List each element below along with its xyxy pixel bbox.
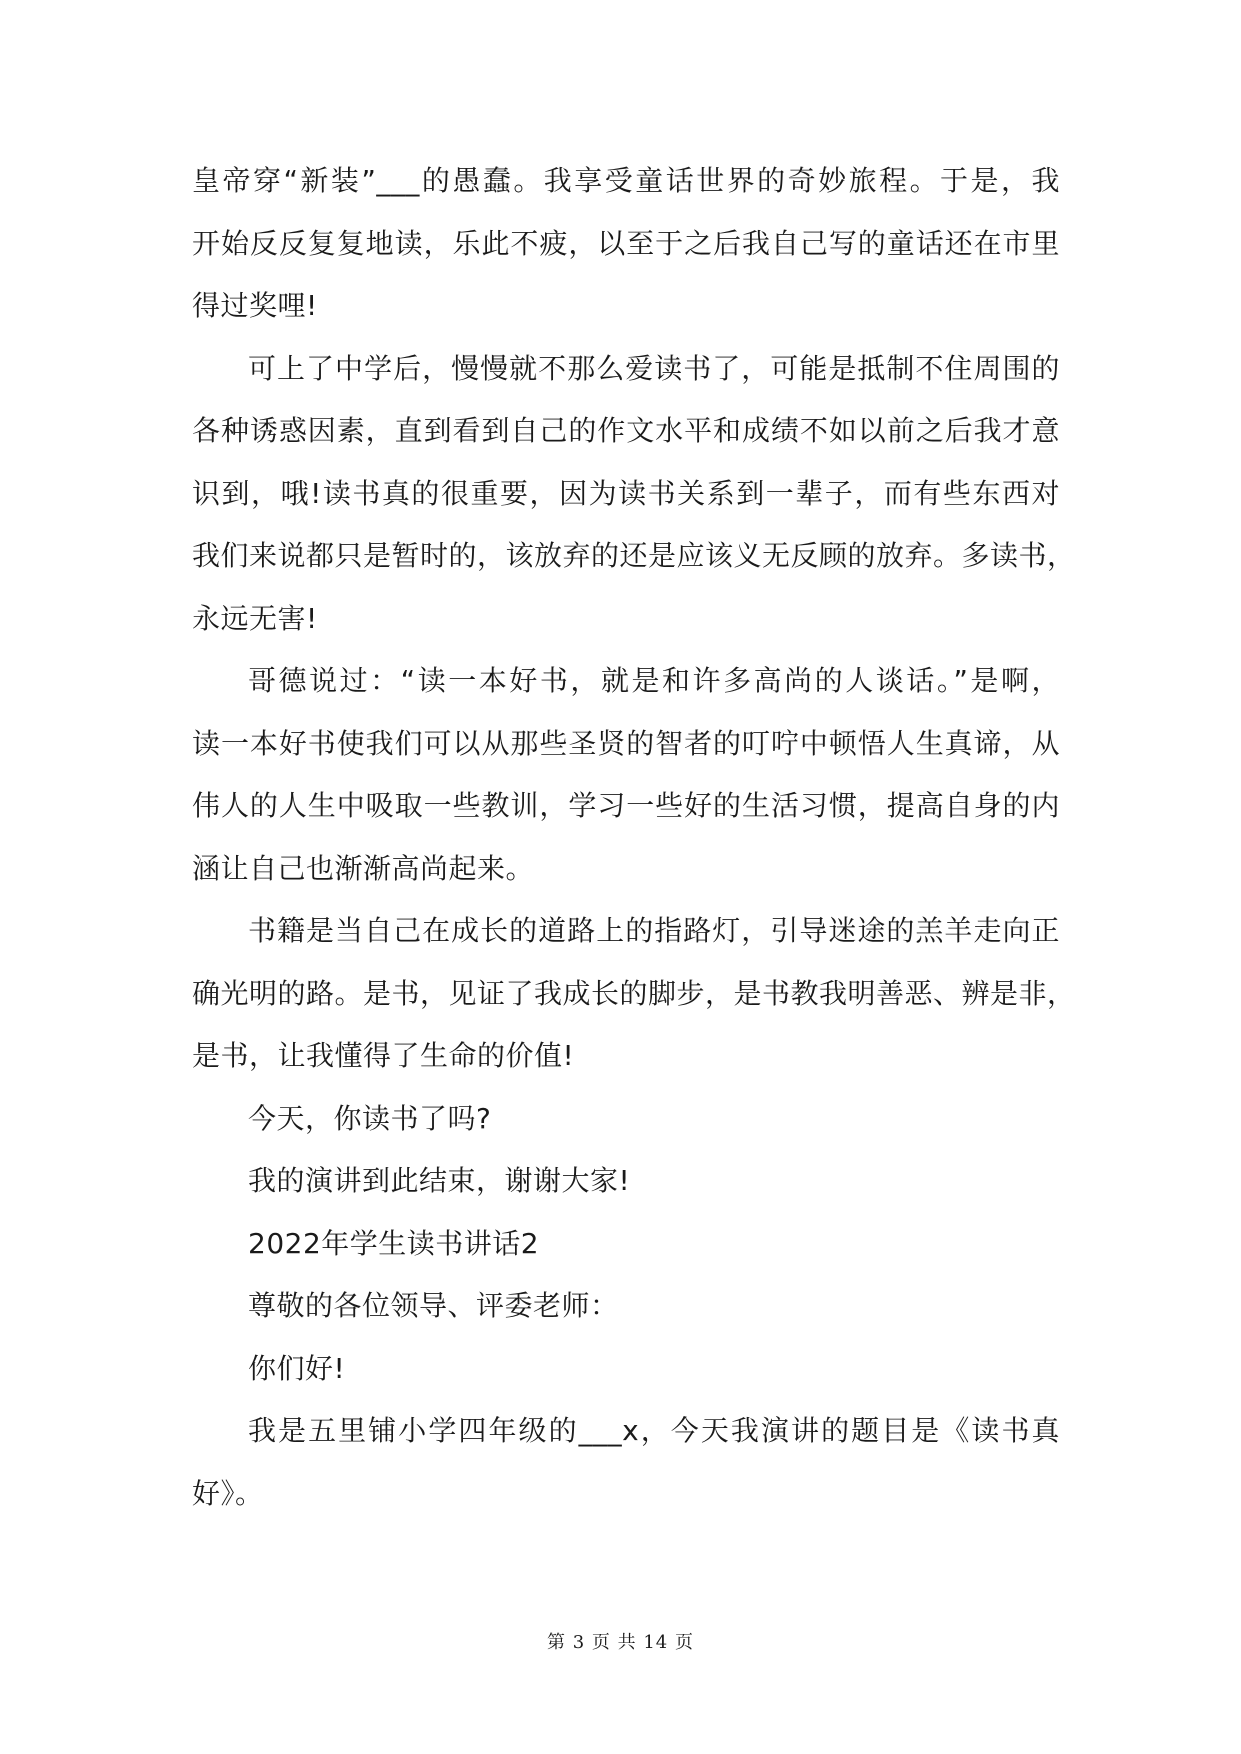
text-line: 是书，让我懂得了生命的价值! — [192, 1039, 575, 1072]
text-line: 得过奖哩! — [192, 289, 318, 322]
text-line: 各种诱惑因素，直到看到自己的作文水平和成绩不如以前之后我才意 — [192, 414, 1060, 447]
section-heading: 2022年学生读书讲话2 — [248, 1226, 540, 1260]
text-line: 确光明的路。是书，见证了我成长的脚步，是书教我明善恶、辨是非， — [192, 976, 1076, 1010]
text-line: 今天，你读书了吗? — [248, 1101, 492, 1135]
text-line: 皇帝穿“新装”___的愚蠢。我享受童话世界的奇妙旅程。于是，我 — [192, 164, 1060, 197]
salutation: 尊敬的各位领导、评委老师： — [248, 1289, 619, 1322]
text-line: 涵让自己也渐渐高尚起来。 — [192, 851, 535, 885]
text-line: 可上了中学后，慢慢就不那么爱读书了，可能是抵制不住周围的 — [248, 351, 1060, 385]
text-line: 书籍是当自己在成长的道路上的指路灯，引导迷途的羔羊走向正 — [248, 914, 1060, 947]
greeting: 你们好! — [248, 1351, 346, 1385]
text-line: 我们来说都只是暂时的，该放弃的还是应该义无反顾的放弃。多读书， — [192, 539, 1076, 572]
text-line: 哥德说过：“读一本好书，就是和许多高尚的人谈话。”是啊， — [248, 664, 1060, 697]
text-line: 好》。 — [192, 1476, 264, 1510]
text-line: 伟人的人生中吸取一些教训，学习一些好的生活习惯，提高自身的内 — [192, 789, 1060, 822]
page-number-footer: 第 3 页 共 14 页 — [547, 1632, 694, 1653]
text-line: 识到，哦!读书真的很重要，因为读书关系到一辈子，而有些东西对 — [192, 476, 1060, 510]
text-line: 我的演讲到此结束，谢谢大家! — [248, 1164, 631, 1197]
text-line: 开始反反复复地读，乐此不疲，以至于之后我自己写的童话还在市里 — [192, 226, 1060, 260]
text-line: 读一本好书使我们可以从那些圣贤的智者的叮咛中顿悟人生真谛，从 — [192, 726, 1060, 760]
document-body — [192, 150, 1076, 1525]
text-line: 我是五里铺小学四年级的___x，今天我演讲的题目是《读书真 — [248, 1414, 1060, 1447]
text-line: 永远无害! — [192, 601, 318, 635]
